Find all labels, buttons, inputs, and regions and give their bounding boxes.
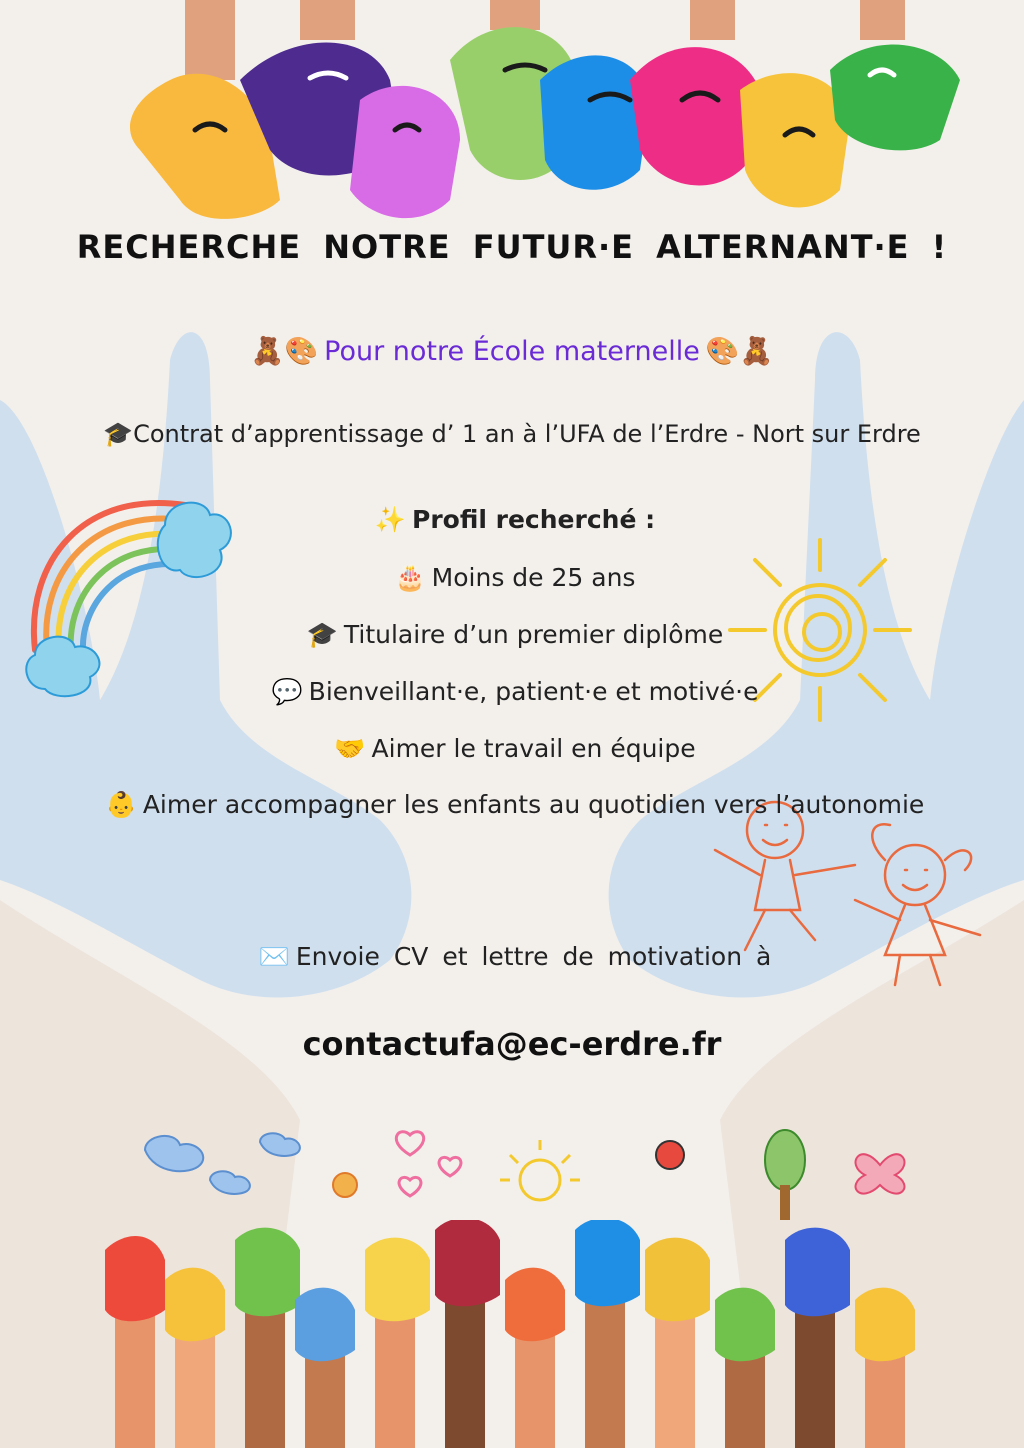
profile-item <box>0 677 1024 707</box>
contract-line <box>0 420 1024 448</box>
profile-item-text: Moins de 25 ans <box>431 563 636 592</box>
contact-email[interactable]: contactufa@ec-erdre.fr <box>302 1025 722 1063</box>
profile-heading-text: Profil recherché : <box>412 505 656 534</box>
teddy-palette-icon: 🧸🎨 <box>250 336 319 367</box>
page-title: RECHERCHE NOTRE FUTUR·E ALTERNANT·E ! <box>76 228 948 266</box>
handshake-icon: 🤝 <box>334 734 366 763</box>
graduation-cap-icon: 🎓 <box>306 620 338 649</box>
cake-icon: 🎂 <box>394 563 426 592</box>
palette-teddy-icon: 🎨🧸 <box>705 336 774 367</box>
profile-item <box>0 790 1024 820</box>
school-text: Pour notre École maternelle <box>324 336 700 367</box>
speech-bubble-icon: 💬 <box>271 677 303 706</box>
graduation-cap-icon: 🎓 <box>103 420 134 448</box>
contract-text: Contrat d’apprentissage d’ 1 an à l’UFA de l’Erdre - Nort sur Erdre <box>133 420 921 448</box>
baby-icon: 👶 <box>105 790 137 819</box>
envelope-icon: ✉️ <box>258 942 290 971</box>
profile-item <box>0 620 1024 650</box>
send-instructions <box>0 942 1024 972</box>
sparkles-icon: ✨ <box>374 505 407 534</box>
profile-item-text: Aimer le travail en équipe <box>371 734 696 763</box>
bottom-hands-illustration <box>95 1220 955 1448</box>
send-text: Envoie CV et lettre de motivation à <box>295 942 772 971</box>
profile-heading <box>0 505 1024 535</box>
school-line <box>0 335 1024 367</box>
profile-item-text: Titulaire d’un premier diplôme <box>343 620 724 649</box>
top-hands-illustration <box>0 0 1024 235</box>
profile-item <box>0 563 1024 593</box>
profile-item-text: Bienveillant·e, patient·e et motivé·e <box>308 677 759 706</box>
bottom-doodles <box>140 1120 940 1230</box>
profile-item-text: Aimer accompagner les enfants au quotidien vers l’autonomie <box>142 790 925 819</box>
profile-item <box>0 734 1024 764</box>
